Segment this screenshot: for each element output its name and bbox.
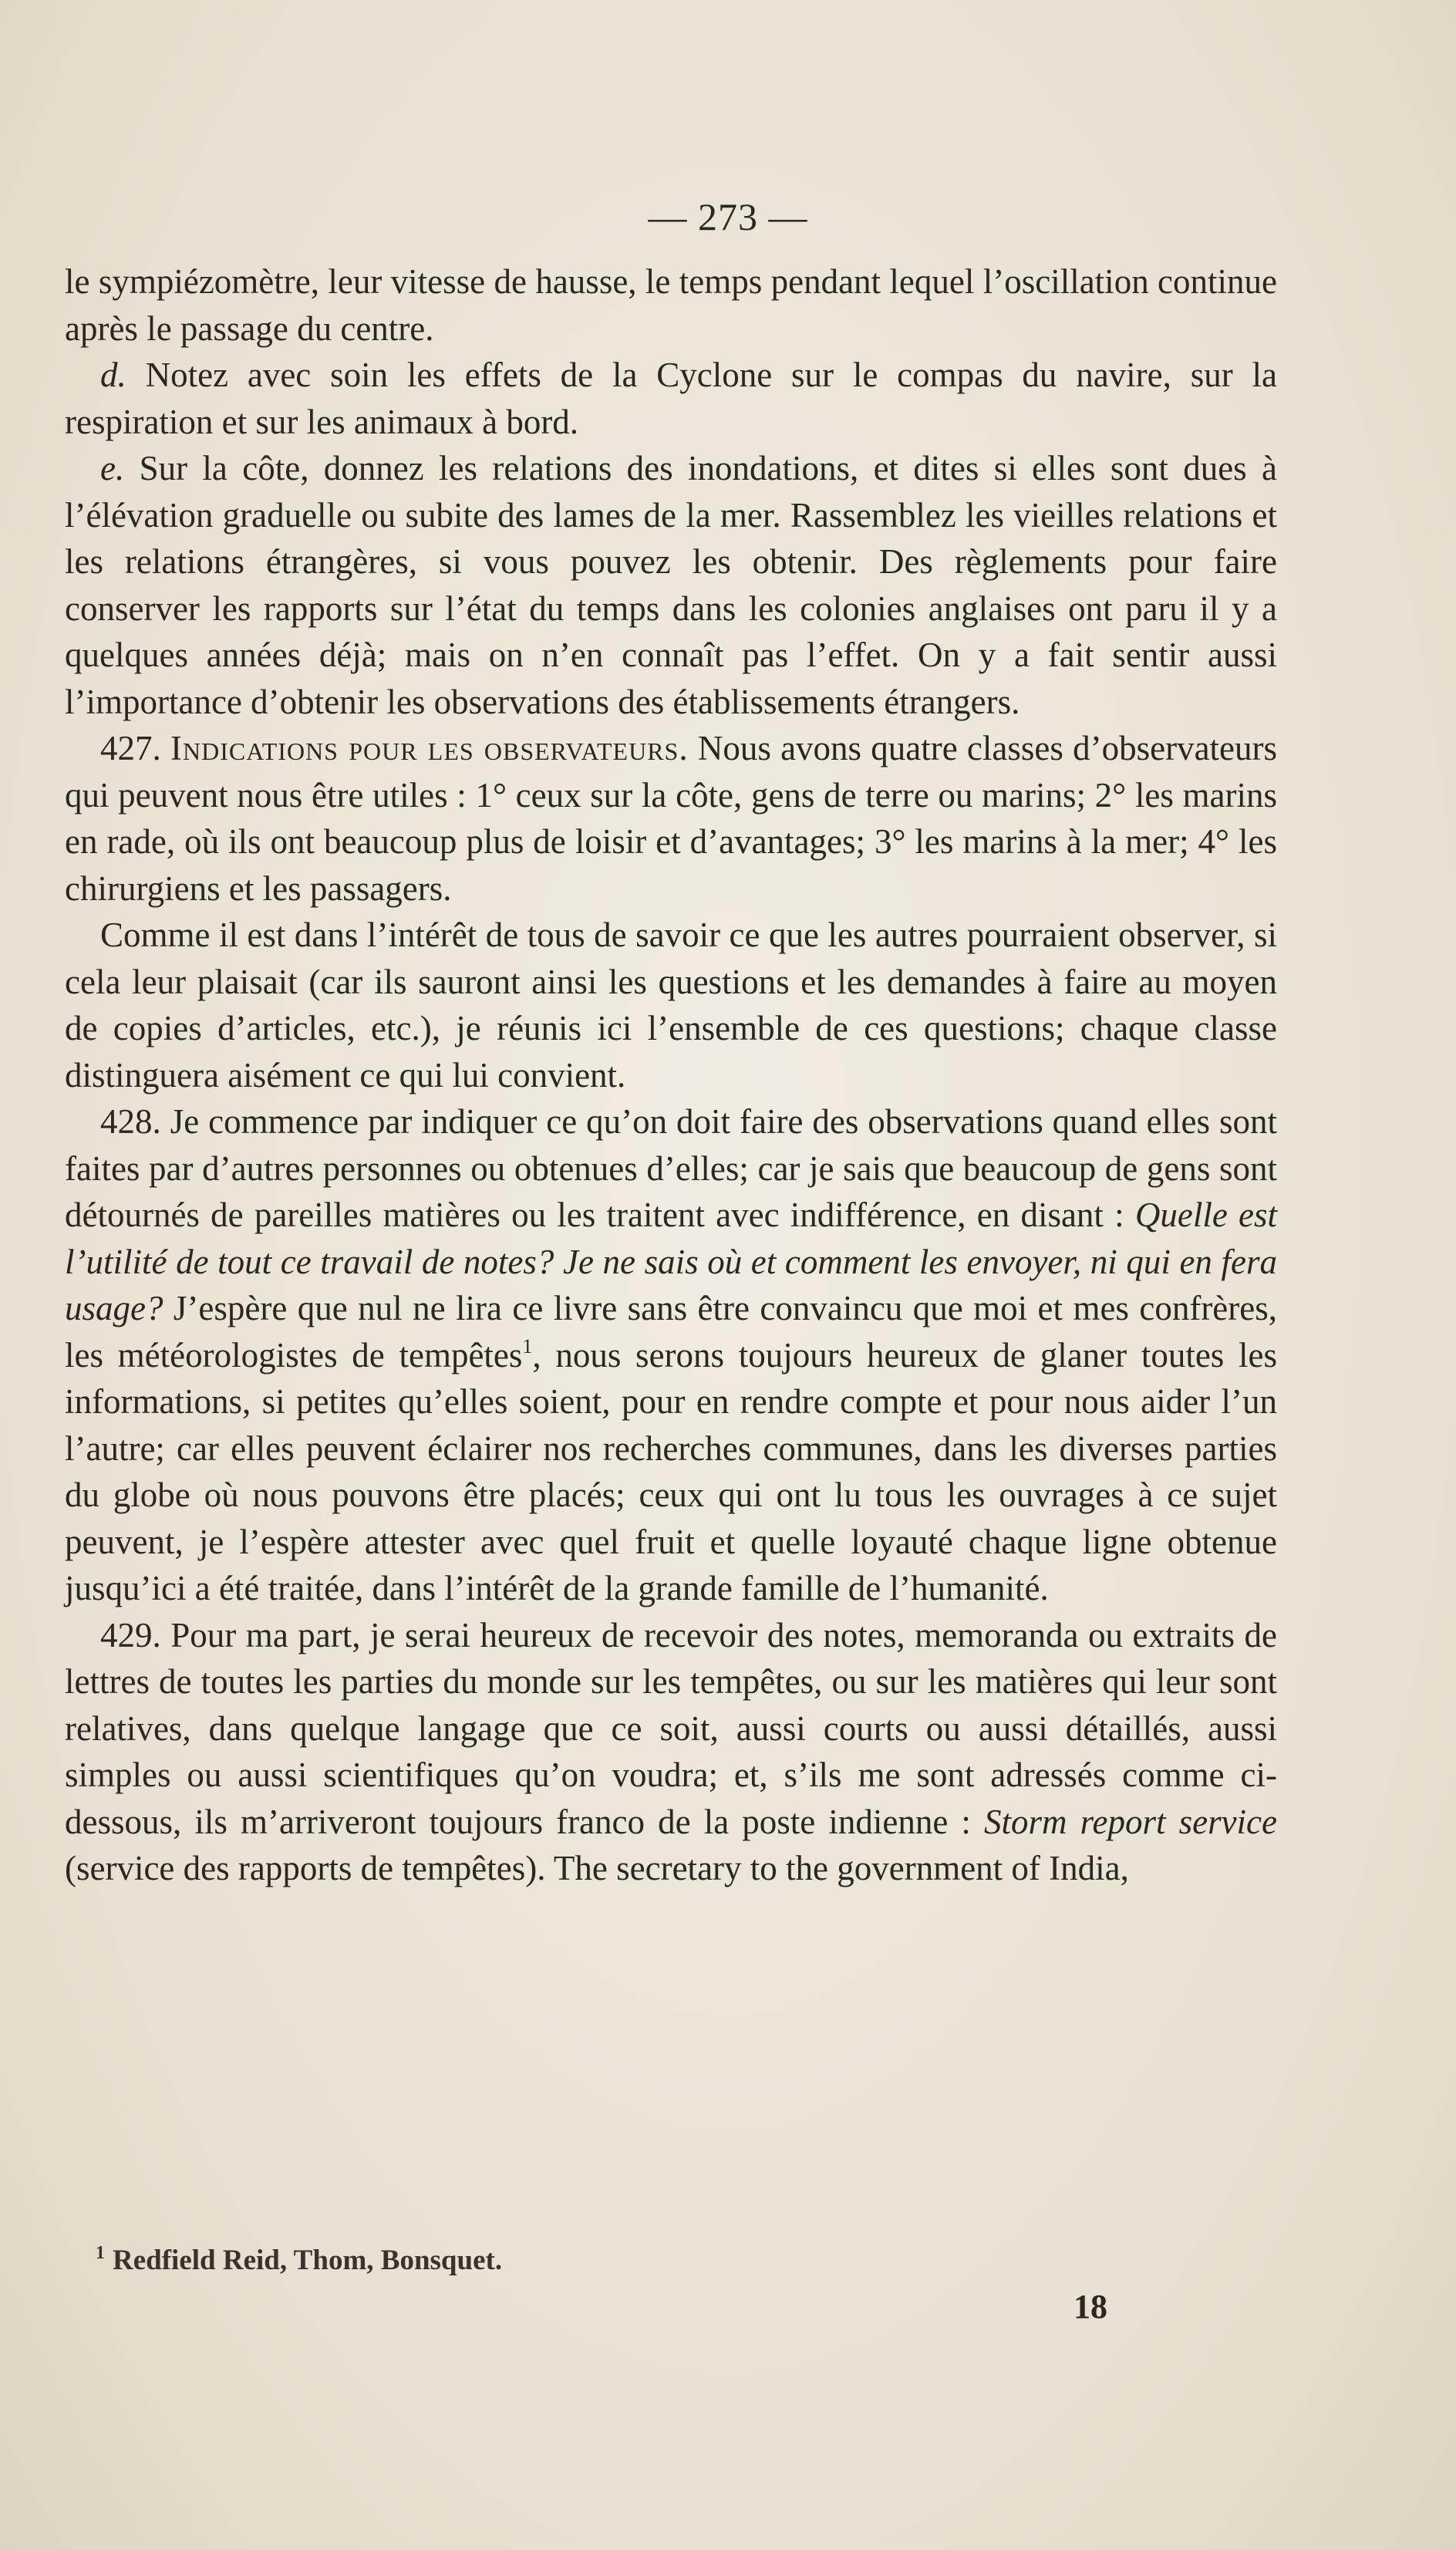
paragraph	[65, 352, 1277, 445]
item-label: d.	[100, 356, 126, 394]
paragraph	[65, 258, 1277, 352]
page-number: — 273 —	[648, 195, 808, 238]
signature-mark: 18	[1073, 2288, 1107, 2326]
paragraph	[65, 1612, 1277, 1892]
body-text	[65, 258, 1277, 1892]
paragraph-text: J’espère que nul ne lira ce livre sans être convaincu que moi et mes confrères, les météorologistes de tempêtes	[65, 1289, 1277, 1375]
paragraph-text: Nous avons quatre classes d’observateurs qui peuvent nous être utiles : 1° ceux sur la côte, gens de terre ou marins; 2° les marins en rade, où ils ont beaucoup plus de loisir et d’avantages; 3° les marins à la mer; 4° les chirurgiens et les passagers.	[65, 729, 1278, 908]
italic-term: Storm report service	[984, 1802, 1278, 1841]
footnote	[96, 2243, 1252, 2277]
section-number: 428.	[100, 1102, 161, 1141]
italic-quote: Quelle est l’utilité de tout ce travail de notes? Je ne sais où et comment les envoyer, ni qui en fera usage?	[65, 1196, 1278, 1327]
paragraph-text: Notez avec soin les effets de la Cyclone sur le compas du navire, sur la respiration et sur les animaux à bord.	[65, 356, 1278, 441]
section-number: 429.	[100, 1615, 161, 1654]
footnote-reference: 1	[522, 1334, 533, 1358]
item-label: e.	[100, 449, 125, 487]
paragraph	[65, 1098, 1277, 1612]
paragraph-text: le sympiézomètre, leur vitesse de hausse, le temps pendant lequel l’oscillation continue après le passage du centre.	[65, 262, 1277, 348]
footnote-text: Redfield Reid, Thom, Bonsquet.	[113, 2245, 503, 2276]
paragraph-text: Je commence par indiquer ce qu’on doit faire des observations quand elles sont faites par d’autres personnes ou obtenues d’elles; car je sais que beaucoup de gens sont détournés de pareilles matières ou les traitent avec indifférence, en disant :	[65, 1102, 1277, 1234]
paragraph-text: , nous serons toujours heureux de glaner toutes les informations, si petites qu’elles soient, pour en rendre compte et pour nous aider l’un l’autre; car elles peuvent éclairer nos recherches communes, dans les diverses parties du globe où nous pouvons être placés; ceux qui ont lu tous les ouvrages à ce sujet peuvent, je l’espère attester avec quel fruit et quelle loyauté chaque ligne obtenue jusqu’ici a été traitée, dans l’intérêt de la grande famille de l’humanité.	[65, 1335, 1277, 1607]
paragraph-text: (service des rapports de tempêtes). The secretary to the government of India,	[65, 1849, 1129, 1887]
paragraph-text: Sur la côte, donnez les relations des inondations, et dites si elles sont dues à l’élévation graduelle ou subite des lames de la mer. Rassemblez les vieilles relations et les relations étrangères, si vous pouvez les obtenir. Des règlements pour faire conserver les rapports sur l’état du temps dans les colonies anglaises ont paru il y a quelques années déjà; mais on n’en connaît pas l’effet. On y a fait sentir aussi l’importance d’obtenir les observations des établissements étrangers.	[65, 449, 1278, 721]
paragraph	[65, 912, 1277, 1098]
paragraph	[65, 445, 1277, 725]
section-heading: Indications pour les observateurs.	[170, 729, 689, 767]
paragraph-text: Pour ma part, je serai heureux de recevoir des notes, memoranda ou extraits de lettres de toutes les parties du monde sur les tempêtes, ou sur les matières qui leur sont relatives, dans quelque langage que ce soit, aussi courts ou aussi détaillés, aussi simples ou aussi scientifiques qu’on voudra; et, s’ils me sont adressés comme ci-dessous, ils m’arriveront toujours franco de la poste indienne :	[65, 1615, 1278, 1841]
section-number: 427.	[100, 729, 161, 767]
footnote-mark: 1	[96, 2243, 105, 2263]
paragraph-text: Comme il est dans l’intérêt de tous de savoir ce que les autres pourraient observer, si cela leur plaisait (car ils sauront ainsi les questions et les demandes à faire au moyen de copies d’articles, etc.), je réunis ici l’ensemble de ces questions; chaque classe distinguera aisément ce qui lui convient.	[65, 916, 1277, 1095]
paragraph	[65, 725, 1277, 912]
